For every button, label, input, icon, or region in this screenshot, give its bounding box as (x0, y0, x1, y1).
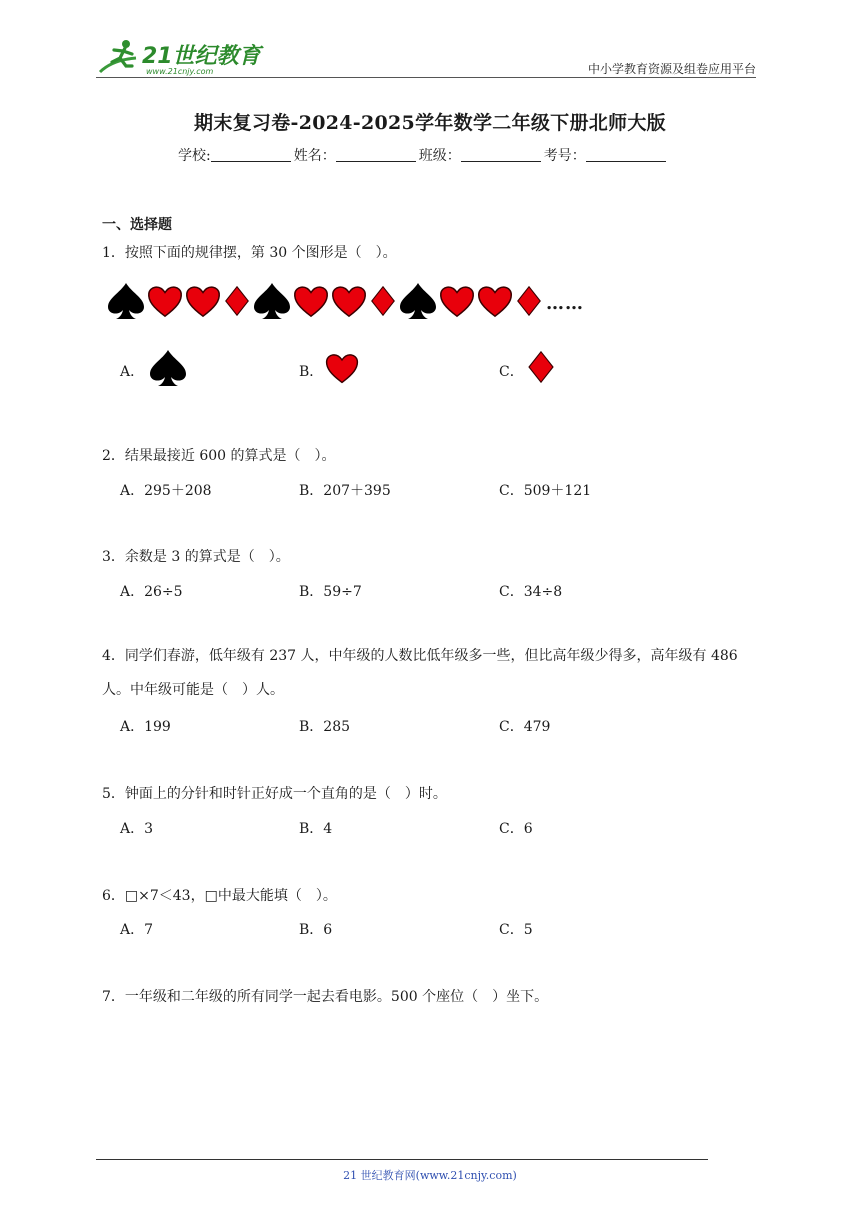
q1-option-a-spade-icon[interactable] (148, 348, 188, 388)
logo-text: 21世纪教育 (142, 44, 261, 69)
q1-option-a-label[interactable]: A． (120, 364, 145, 380)
q1-option-c-diamond-icon[interactable] (525, 346, 557, 388)
heart-icon (476, 282, 514, 320)
q2-option-b[interactable]: B．207＋395 (299, 483, 391, 499)
header-platform-text: 中小学教育资源及组卷应用平台 (587, 62, 756, 76)
spade-icon (106, 280, 146, 322)
footer-link[interactable]: 21 世纪教育网(www.21cnjy.com) (343, 1169, 517, 1182)
question-7: 7．一年级和二年级的所有同学一起去看电影。500 个座位（ ）坐下。 (102, 989, 549, 1005)
question-2: 2．结果最接近 600 的算式是（ ）。 (102, 448, 336, 464)
diamond-icon (222, 280, 252, 322)
student-info-line (178, 145, 669, 165)
heart-icon (184, 282, 222, 320)
footer-divider (96, 1159, 708, 1160)
number-field[interactable] (586, 147, 666, 162)
class-field[interactable] (461, 147, 541, 162)
spade-icon (398, 280, 438, 322)
q6-option-a[interactable]: A．7 (120, 922, 154, 938)
question-3: 3．余数是 3 的算式是（ ）。 (102, 549, 290, 565)
logo (96, 38, 266, 78)
diamond-icon (368, 280, 398, 322)
section-heading: 一、选择题 (102, 217, 172, 233)
question-5: 5．钟面上的分针和时针正好成一个直角的是（ ）时。 (102, 786, 447, 802)
name-label: 姓名： (293, 148, 336, 164)
question-1: 1．按照下面的规律摆，第 30 个图形是（ ）。 (102, 245, 397, 261)
q3-option-c[interactable]: C．34÷8 (499, 584, 563, 600)
name-field[interactable] (336, 147, 416, 162)
q1-option-b-label[interactable]: B． (299, 364, 324, 380)
q3-option-b[interactable]: B．59÷7 (299, 584, 362, 600)
q6-option-b[interactable]: B．6 (299, 922, 333, 938)
heart-icon (438, 282, 476, 320)
school-field[interactable] (211, 147, 291, 162)
logo-url: www.21cnjy.com (146, 67, 214, 76)
q4-option-c[interactable]: C．479 (499, 719, 551, 735)
question-4: 4．同学们春游，低年级有 237 人，中年级的人数比低年级多一些，但比高年级少得多，高年级有 486 人。中年级可能是（ ）人。 (102, 648, 738, 698)
diamond-icon (525, 346, 557, 388)
question-6: 6．□×7＜43，□中最大能填（ ）。 (102, 888, 337, 904)
heart-icon (330, 282, 368, 320)
q4-option-a[interactable]: A．199 (120, 719, 171, 735)
q2-option-c[interactable]: C．509＋121 (499, 483, 592, 499)
heart-icon (146, 282, 184, 320)
spade-icon (252, 280, 292, 322)
number-label: 考号： (543, 148, 586, 164)
q1-option-c-label[interactable]: C． (499, 364, 524, 380)
q4-option-b[interactable]: B．285 (299, 719, 351, 735)
runner-logo-icon (96, 38, 266, 78)
page-title: 期末复习卷-2024-2025学年数学二年级下册北师大版 (194, 112, 666, 134)
class-label: 班级： (418, 148, 461, 164)
q1-option-b-heart-icon[interactable] (323, 350, 361, 386)
q3-option-a[interactable]: A．26÷5 (120, 584, 183, 600)
spade-icon (148, 348, 188, 388)
pattern-ellipsis: …… (546, 292, 584, 314)
diamond-icon (514, 280, 544, 322)
header-divider (96, 77, 756, 78)
q5-option-c[interactable]: C．6 (499, 821, 533, 837)
heart-icon (292, 282, 330, 320)
school-label: 学校: (178, 148, 211, 164)
q5-option-b[interactable]: B．4 (299, 821, 333, 837)
q2-option-a[interactable]: A．295＋208 (120, 483, 212, 499)
q6-option-c[interactable]: C．5 (499, 922, 533, 938)
q5-option-a[interactable]: A．3 (120, 821, 154, 837)
suit-pattern (106, 280, 584, 322)
heart-icon (323, 350, 361, 386)
